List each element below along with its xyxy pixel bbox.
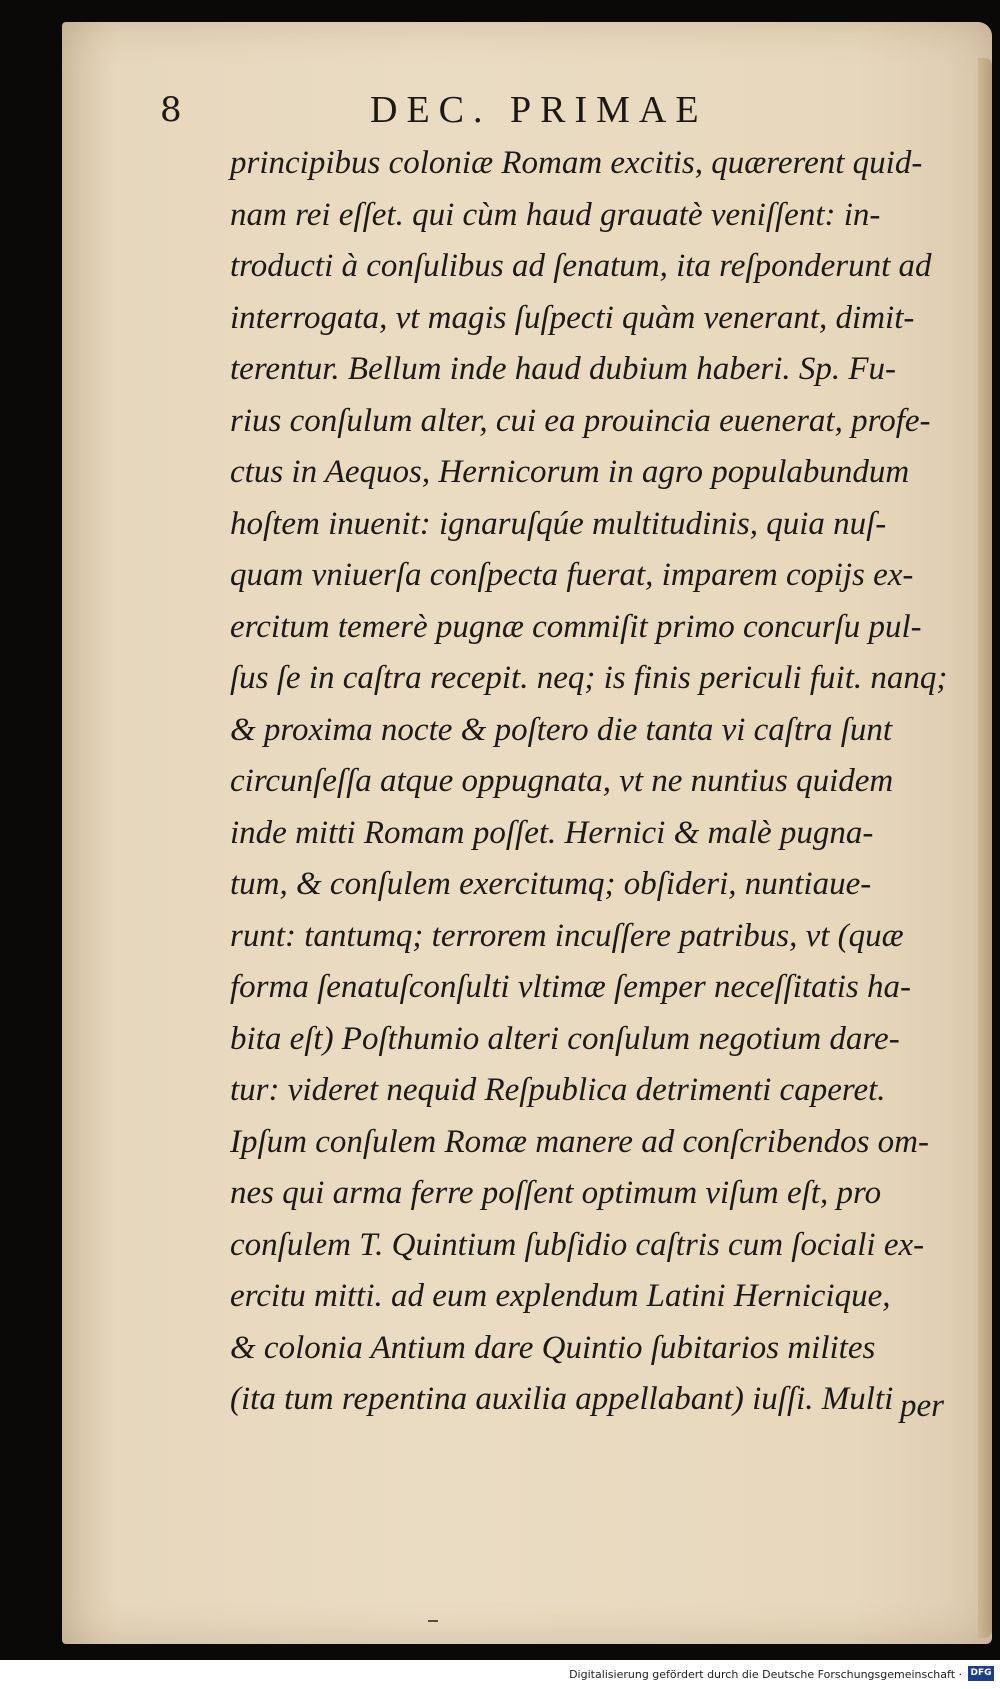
text-line: & colonia Antium dare Quintio ſubitarios milites bbox=[230, 1329, 876, 1366]
text-line: hoſtem inuenit: ignaruſqúe multitudinis, quia nuſ- bbox=[230, 505, 887, 542]
footer-bar bbox=[0, 1660, 1000, 1689]
text-line: bita eſt) Poſthumio alteri conſulum negotium dare- bbox=[230, 1020, 900, 1057]
catchword: per bbox=[900, 1388, 944, 1424]
text-line: principibus coloniæ Romam excitis, quærerent quid- bbox=[230, 145, 923, 181]
running-head bbox=[160, 88, 880, 138]
dfg-logo-icon: DFG bbox=[968, 1666, 994, 1681]
text-line: Ipſum conſulem Romæ manere ad conſcribendos om- bbox=[230, 1123, 929, 1160]
text-line: inde mitti Romam poſſet. Hernici & malè pugna- bbox=[230, 814, 874, 851]
page-number: 8 bbox=[160, 90, 182, 130]
text-line: ercitum temerè pugnæ commiſit primo concurſu pul- bbox=[230, 608, 922, 645]
funding-credit: Digitalisierung gefördert durch die Deutsche Forschungsgemeinschaft · bbox=[569, 1668, 962, 1681]
text-line: forma ſenatuſconſulti vltimæ ſemper neceſſitatis ha- bbox=[230, 969, 911, 1005]
text-line: & proxima nocte & poſtero die tanta vi caſtra ſunt bbox=[230, 711, 893, 748]
text-line: ercitu mitti. ad eum explendum Latini Hernicique, bbox=[230, 1278, 891, 1314]
ink-mark bbox=[428, 1620, 438, 1622]
text-line: (ita tum repentina auxilia appellabant) iuſſi. Multi bbox=[230, 1381, 894, 1417]
text-line: tum, & conſulem exercitumq; obſideri, nuntiaue- bbox=[230, 866, 872, 902]
text-line: conſulem T. Quintium ſubſidio caſtris cum ſociali ex- bbox=[230, 1226, 925, 1263]
text-line: terentur. Bellum inde haud dubium haberi. Sp. Fu- bbox=[230, 351, 897, 387]
text-line: quam vniuerſa conſpecta fuerat, imparem copijs ex- bbox=[230, 557, 914, 593]
text-line: circunſeſſa atque oppugnata, vt ne nuntius quidem bbox=[230, 763, 894, 799]
page-edge bbox=[978, 58, 992, 1638]
text-line: nam rei eſſet. qui cùm haud grauatè veniſſent: in- bbox=[230, 196, 881, 233]
text-line: troducti à conſulibus ad ſenatum, ita reſponderunt ad bbox=[230, 248, 932, 284]
text-line: interrogata, vt magis ſuſpecti quàm venerant, dimit- bbox=[230, 299, 915, 336]
body-text bbox=[230, 138, 960, 1426]
text-line: runt: tantumq; terrorem incuſſere patribus, vt (quæ bbox=[230, 917, 904, 954]
running-head-title: DEC. PRIMAE bbox=[370, 89, 708, 131]
text-line: ſus ſe in caſtra recepit. neq; is finis periculi fuit. nanq; bbox=[230, 660, 948, 696]
text-line: rius conſulum alter, cui ea prouincia euenerat, profe- bbox=[230, 402, 931, 439]
text-line: ctus in Aequos, Hernicorum in agro populabundum bbox=[230, 454, 910, 490]
text-line: nes qui arma ferre poſſent optimum viſum eſt, pro bbox=[230, 1175, 882, 1211]
text-line: tur: videret nequid Reſpublica detrimenti caperet. bbox=[230, 1072, 886, 1108]
